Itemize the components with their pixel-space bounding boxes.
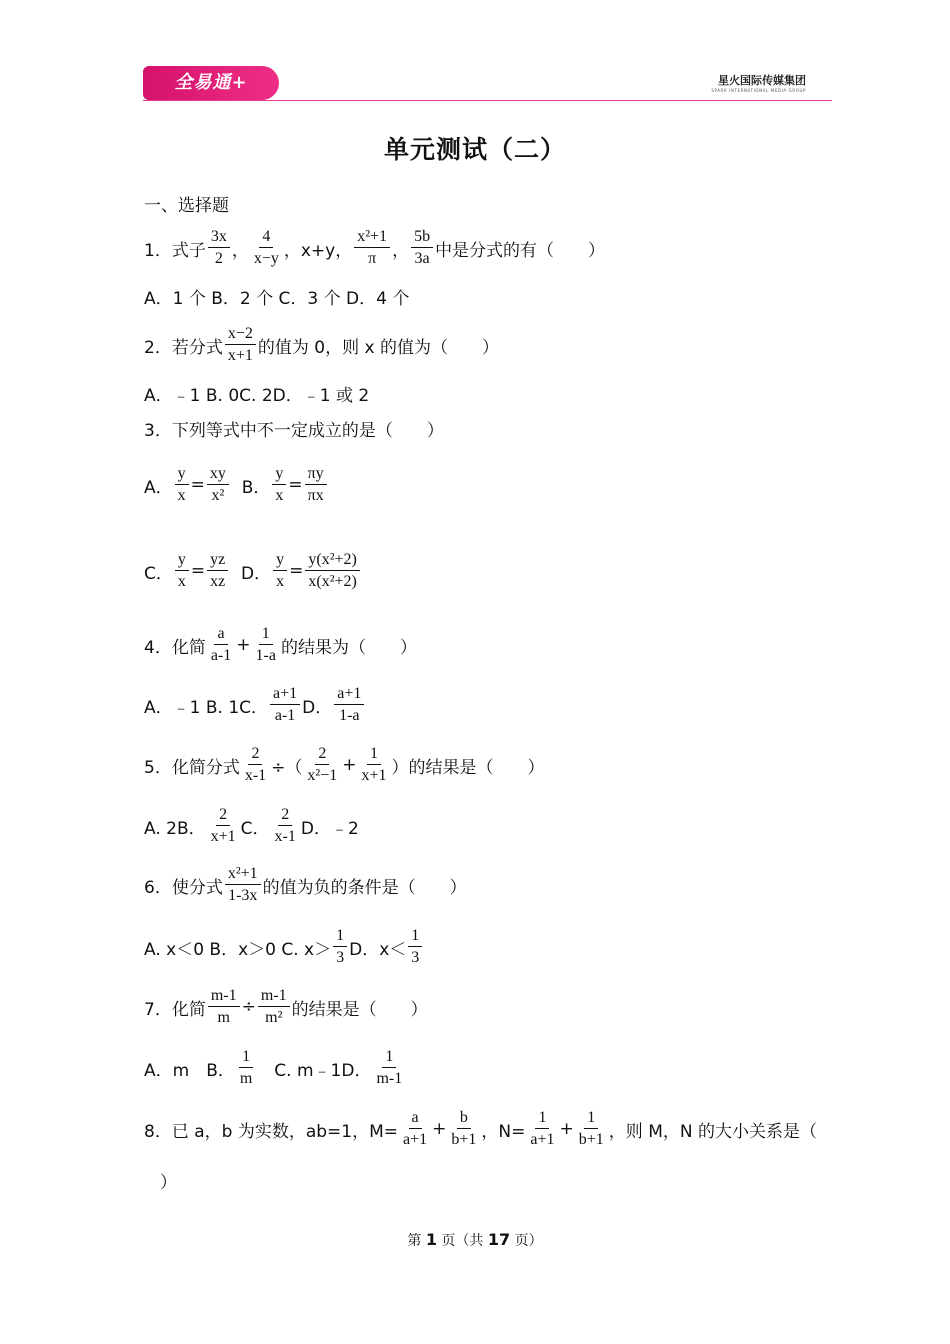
fraction: $\frac{1}{m}$ [239,1048,253,1087]
fraction: $\frac{a}{a-1}$ [210,625,232,664]
fraction: $\frac{y}{x}$ [175,466,189,504]
question-7-options: A．m B． $\frac{1}{m}$ C. m﹣1D． $\frac{1}{m-1}$ [144,1049,407,1087]
page-title: 单元测试（二） [383,135,566,164]
fraction: $\frac{y}{x}$ [272,466,286,504]
fraction: $\frac{1}{1-a}$ [255,625,276,664]
question-8-tail: ） [160,1173,177,1193]
fraction: $\frac{2}{\text{x²−1}}$ [307,745,338,784]
fraction: $\frac{a+1}{a-1}$ [270,686,300,724]
fraction: $\frac{a+1}{1-a}$ [334,686,364,724]
fraction: $\frac{1}{3}$ [333,928,347,966]
fraction: $\frac{1}{x+1}$ [361,745,387,784]
question-5: 5．化简分式 $\frac{2}{x-1}$ ÷（ $\frac{2}{\text{x²−1}}$ + $\frac{1}{x+1}$ ）的结果是（ ） [144,745,545,784]
question-1: 1．式子 $\frac{3x}{2}$ ， $\frac{4}{x-y}$ ，x+y， $\frac{\text{x²+1}}{\pi}$ ， $\frac{5b}{3a}$ 中是分式的有（ ） [144,228,606,267]
fraction: $\frac{2}{x-1}$ [274,806,296,845]
question-6: 6．使分式 $\frac{\text{x²+1}}{1-3x}$ 的值为负的条件是（ ） [144,865,467,904]
question-3: 3．下列等式中不一定成立的是（ ） [144,421,444,441]
fraction: $\frac{4}{x-y}$ [253,228,279,267]
page-header [143,66,832,102]
question-4-options: A．﹣1 B. 1C． $\frac{a+1}{a-1}$ D． $\frac{a+1}{1-a}$ [144,686,366,724]
logo: 全易通+ [143,66,279,100]
fraction: $\frac{1}{a+1}$ [530,1109,555,1148]
question-8: 8．已 a，b 为实数，ab=1，M= $\frac{a}{a+1}$ + $\frac{b}{b+1}$ ，N= $\frac{1}{a+1}$ + $\frac{1}{b+1}$ ，则 M，N 的大小关系是（ [144,1109,817,1148]
question-4: 4．化简 $\frac{a}{a-1}$ + $\frac{1}{1-a}$ 的结果为（ ） [144,625,417,664]
page-total: 17 [487,1230,511,1249]
fraction: $\frac{\text{x²+1}}{1-3x}$ [225,866,261,904]
fraction: $\frac{1}{b+1}$ [578,1109,604,1148]
fraction: $\frac{y}{x}$ [175,552,189,590]
question-3-options-ab: A． $\frac{y}{x}$ = $\frac{xy}{\text{x²}}$ B． $\frac{y}{x}$ = $\frac{\pi y}{\pi x}$ [144,466,329,504]
fraction: $\frac{xy}{\text{x²}}$ [207,466,229,504]
fraction: $\frac{m-1}{m}$ [208,988,240,1026]
question-3-options-cd: C． $\frac{y}{x}$ = $\frac{yz}{xz}$ D． $\frac{y}{x}$ = $\frac{\text{y(x²+2)}}{\text{x(x²+2)}}$ [144,552,362,590]
fraction: $\frac{\text{x²+1}}{\pi}$ [354,229,390,267]
brand-name: 星火国际传媒集团 [718,74,806,87]
question-6-options: A. x＜0 B．x＞0 C. x＞ $\frac{1}{3}$ D．x＜ $\frac{1}{3}$ [144,928,424,966]
fraction: $\frac{yz}{xz}$ [207,552,228,590]
question-1-options: A．1 个 B．2 个 C．3 个 D．4 个 [144,289,410,309]
brand-subtitle: SPARK INTERNATIONAL MEDIA GROUP [711,88,806,93]
question-2-options: A．﹣1 B. 0C. 2D．﹣1 或 2 [144,386,370,406]
header-divider [143,100,832,101]
fraction: $\frac{1}{m-1}$ [376,1048,403,1087]
fraction: $\frac{\pi y}{\pi x}$ [305,466,327,504]
fraction: $\frac{2}{x-1}$ [244,745,267,784]
fraction: $\frac{m-1}{\text{m²}}$ [258,988,290,1026]
page-footer: 第 1 页（共 17 页） [407,1230,543,1249]
question-5-options: A. 2B． $\frac{2}{x+1}$ C． $\frac{2}{x-1}$ D．﹣2 [144,806,359,845]
fraction: $\frac{b}{b+1}$ [451,1109,477,1148]
question-7: 7．化简 $\frac{m-1}{m}$ ÷ $\frac{m-1}{\text{m²}}$ 的结果是（ ） [144,987,428,1026]
fraction: $\frac{5b}{3a}$ [411,229,433,267]
fraction: $\frac{y}{x}$ [273,552,287,590]
fraction: $\frac{2}{x+1}$ [210,806,236,845]
fraction: $\frac{3x}{2}$ [208,229,230,267]
question-2: 2．若分式 $\frac{x-2}{x+1}$ 的值为 0，则 x 的值为（ ） [144,325,499,364]
page-number: 1 [425,1230,437,1249]
section-heading: 一、选择题 [144,196,229,216]
fraction: $\frac{a}{a+1}$ [403,1109,428,1148]
fraction: $\frac{\text{y(x²+2)}}{\text{x(x²+2)}}$ [305,552,359,590]
fraction: $\frac{x-2}{x+1}$ [225,326,256,364]
fraction: $\frac{1}{3}$ [408,928,422,966]
